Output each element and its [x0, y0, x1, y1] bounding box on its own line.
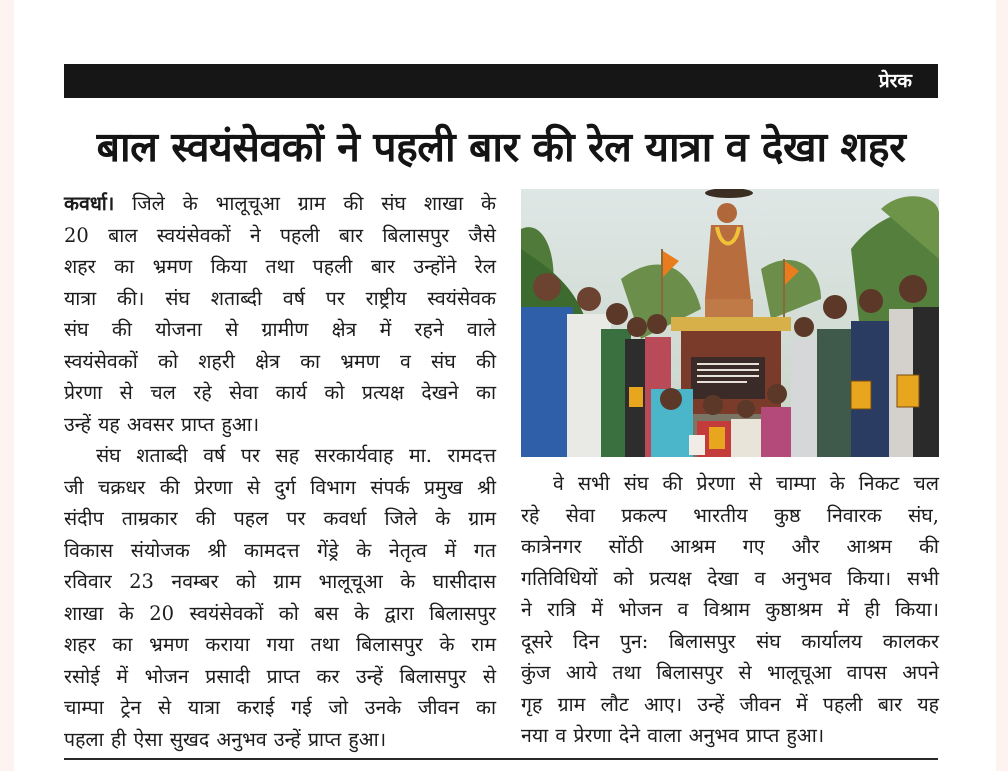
paragraph-2-line: रविवार 23 नवम्बर को ग्राम भालूचूआ के घासीदास [64, 570, 496, 593]
paragraph-2-line: संघ शताब्दी वर्ष पर सह सरकार्यवाह मा. रामदत्त [96, 444, 496, 467]
paragraph-1-line: प्रेरणा से चल रहे सेवा कार्य को प्रत्यक्ष देखने का [64, 381, 496, 404]
paragraph-2-line: विकास संयोजक श्री कामदत्त गेंड्रे के नेतृत्व में गत [64, 538, 496, 562]
paragraph-2-line: शाखा के 20 स्वयंसेवकों को बस के द्वारा बिलासपुर [64, 601, 496, 625]
paragraph-2-line: रसोई में भोजन प्रसादी प्राप्त कर उन्हें बिलासपुर से [64, 664, 496, 688]
paragraph-1-line: 20 बाल स्वयंसेवकों ने पहली बार बिलासपुर जैसे [64, 223, 496, 247]
paragraph-3-line: गृह ग्राम लौट आए। उन्हें जीवन में पहली बार यह [521, 692, 939, 716]
paragraph-1-line-1-text: जिले के भालूचूआ ग्राम की संघ शाखा के [114, 192, 496, 215]
paragraph-3-line: गतिविधियों को प्रत्यक्ष देखा व अनुभव किया। सभी [521, 566, 939, 590]
section-label: प्रेरक [878, 70, 912, 92]
paragraph-3-line: वे सभी संघ की प्रेरणा से चाम्पा के निकट चल [553, 472, 939, 495]
paragraph-1-line: उन्हें यह अवसर प्राप्त हुआ। [64, 412, 260, 436]
paragraph-3-line: कुंज आये तथा बिलासपुर से भालूचूआ वापस अपने [521, 661, 939, 684]
article-column-right [521, 468, 939, 752]
group-photo-illustration [521, 189, 939, 457]
paragraph-1-line: संघ की योजना से ग्रामीण क्षेत्र में रहने वाले [64, 318, 496, 341]
paragraph-3-line: रहे सेवा प्रकल्प भारतीय कुष्ठ निवारक संघ, [521, 503, 939, 527]
paragraph-3-line: ने रात्रि में भोजन व विश्राम कुष्ठाश्रम में ही किया। [521, 598, 939, 621]
paragraph-1-line: यात्रा की। संघ शताब्दी वर्ष पर राष्ट्रीय स्वयंसेवक [64, 286, 496, 310]
paragraph-1-line-1 [64, 188, 496, 220]
article-headline: बाल स्वयंसेवकों ने पहली बार की रेल यात्रा व देखा शहर [96, 123, 906, 171]
paragraph-3-line: कात्रेनगर सोंठी आश्रम गए और आश्रम की [521, 535, 939, 558]
paragraph-1-line: शहर का भ्रमण किया तथा पहली बार उन्होंने रेल [64, 255, 496, 278]
paragraph-1-line: स्वयंसेवकों को शहरी क्षेत्र का भ्रमण व संघ की [64, 349, 496, 373]
paragraph-2-line: चाम्पा ट्रेन से यात्रा कराई गई जो उनके जीवन का [64, 696, 496, 719]
paragraph-2-line: संदीप ताम्रकार की पहल पर कवर्धा जिले के ग्राम [64, 507, 496, 530]
paragraph-3-line: नया व प्रेरणा देने वाला अनुभव प्राप्त हुआ। [521, 724, 825, 747]
bottom-rule [64, 758, 938, 760]
article-column-left [64, 188, 496, 755]
dateline: कवर्धा। [64, 192, 115, 215]
section-header-band [64, 64, 938, 98]
paragraph-2-line: शहर का भ्रमण कराया गया तथा बिलासपुर के राम [64, 633, 496, 656]
paragraph-2-line: पहला ही ऐसा सुखद अनुभव उन्हें प्राप्त हुआ। [64, 727, 387, 751]
paragraph-3-line: दूसरे दिन पुन: बिलासपुर संघ कार्यालय कालकर [521, 629, 939, 653]
article-photo [521, 189, 939, 457]
paragraph-2-line: जी चक्रधर की प्रेरणा से दुर्ग विभाग संपर्क प्रमुख श्री [64, 475, 496, 499]
